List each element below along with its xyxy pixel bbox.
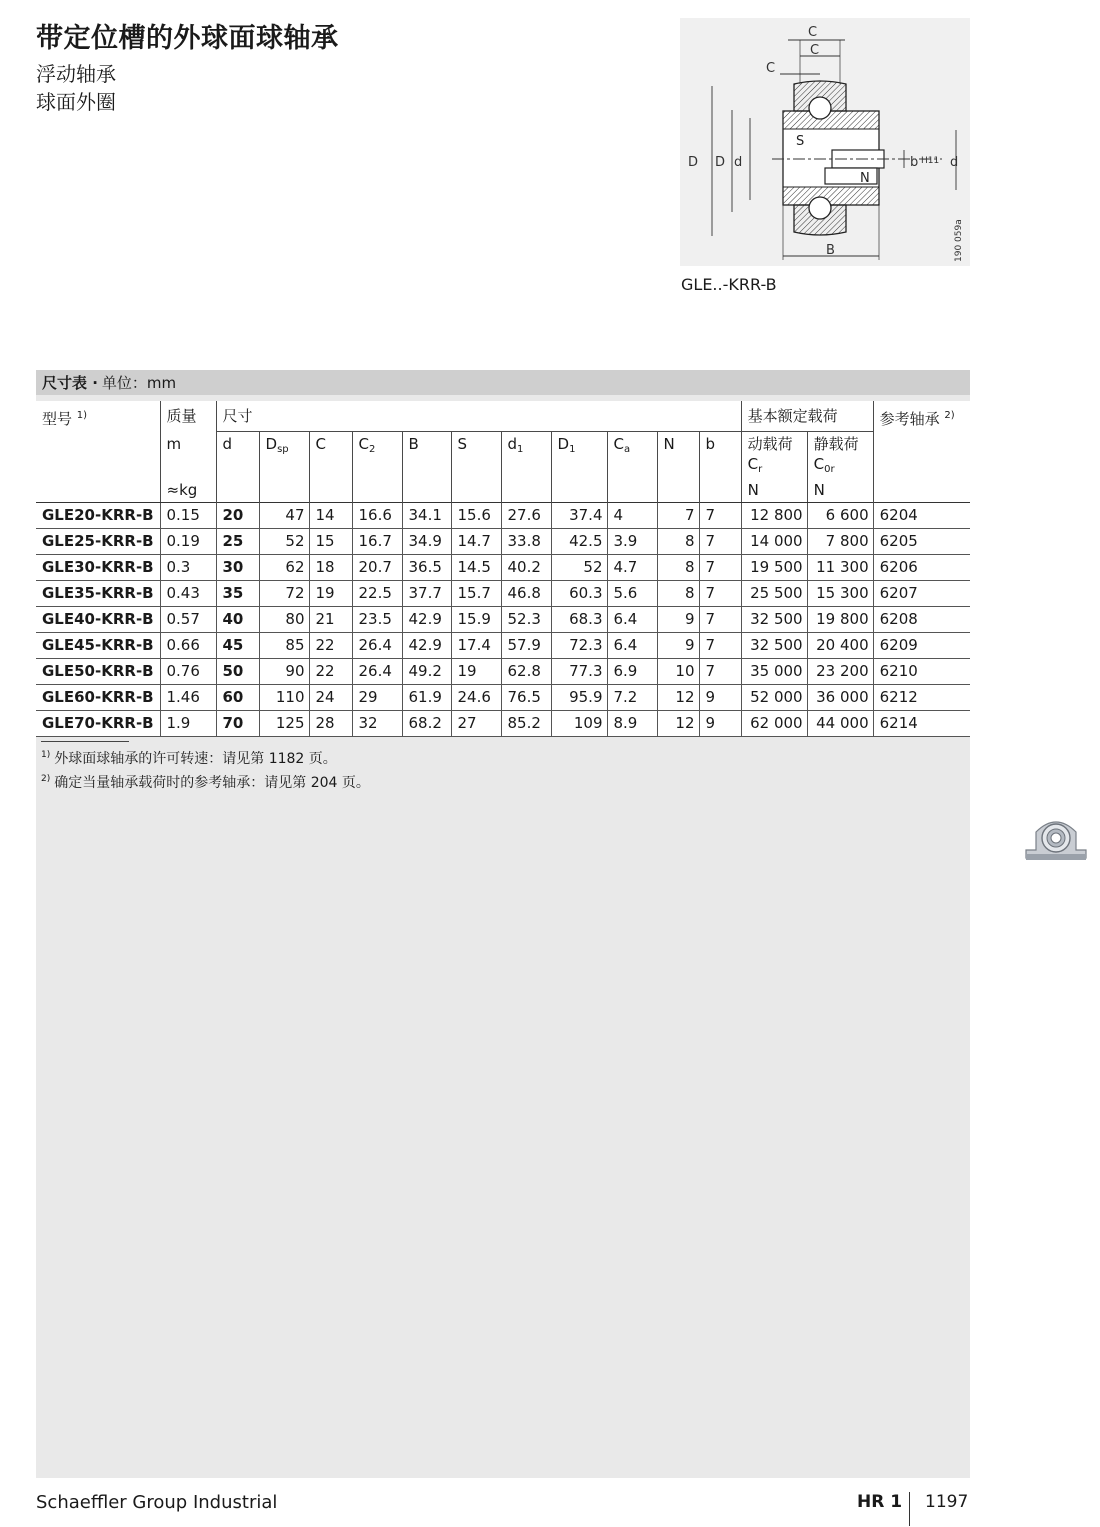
svg-text:D: D <box>715 155 726 170</box>
table-cell: 12 <box>657 711 699 737</box>
table-cell: 15 300 <box>807 581 873 607</box>
table-cell: 6205 <box>873 529 970 555</box>
table-cell: 49.2 <box>402 659 451 685</box>
table-cell: 17.4 <box>451 633 501 659</box>
cell-model: GLE20-KRR-B <box>36 503 160 529</box>
table-cell: 19 <box>451 659 501 685</box>
table-cell: 7 <box>699 659 741 685</box>
table-cell: 10 <box>657 659 699 685</box>
col-header-static: 静载荷 $C_{0r}$ <box>807 432 873 481</box>
svg-text:b: b <box>910 155 919 170</box>
table-cell: 6 600 <box>807 503 873 529</box>
table-cell: 40 <box>216 607 259 633</box>
table-cell: 7.2 <box>607 685 657 711</box>
table-cell: 32 <box>352 711 402 737</box>
table-cell: 25 500 <box>741 581 807 607</box>
table-row <box>36 659 970 685</box>
table-cell: 7 <box>699 633 741 659</box>
table-cell: 9 <box>699 711 741 737</box>
svg-text:H11: H11 <box>921 156 940 166</box>
table-cell: 68.2 <box>402 711 451 737</box>
table-title: 尺寸表 · <box>42 374 98 392</box>
table-cell: 27 <box>451 711 501 737</box>
table-row <box>36 529 970 555</box>
cell-model: GLE30-KRR-B <box>36 555 160 581</box>
cell-model: GLE25-KRR-B <box>36 529 160 555</box>
table-cell: 12 800 <box>741 503 807 529</box>
svg-text:D: D <box>688 155 699 170</box>
table-cell: 6.9 <box>607 659 657 685</box>
table-cell: 5.6 <box>607 581 657 607</box>
col-header-model: 型号 $^{1)}$ <box>42 410 88 428</box>
table-cell: 12 <box>657 685 699 711</box>
table-cell: 30 <box>216 555 259 581</box>
table-cell: 15 <box>309 529 352 555</box>
svg-text:C: C <box>808 25 818 40</box>
table-cell: 29 <box>352 685 402 711</box>
table-cell: 46.8 <box>501 581 551 607</box>
table-cell: 24 <box>309 685 352 711</box>
table-cell: 9 <box>699 685 741 711</box>
footer-separator <box>909 1492 910 1526</box>
table-cell: 26.4 <box>352 659 402 685</box>
svg-text:C: C <box>810 43 820 58</box>
footer-company: Schaeffler Group Industrial <box>36 1492 278 1513</box>
col-header-d1: $d_1$ <box>501 432 551 503</box>
table-cell: 20 <box>216 503 259 529</box>
table-cell: 19 500 <box>741 555 807 581</box>
table-cell: 3.9 <box>607 529 657 555</box>
col-header-b: B <box>402 432 451 503</box>
table-cell: 72.3 <box>551 633 607 659</box>
table-cell: 80 <box>259 607 309 633</box>
table-cell: 28 <box>309 711 352 737</box>
table-cell: 14.5 <box>451 555 501 581</box>
pillow-block-icon <box>1022 814 1090 864</box>
table-cell: 20.7 <box>352 555 402 581</box>
table-row <box>36 685 970 711</box>
table-cell: 15.6 <box>451 503 501 529</box>
table-cell: 72 <box>259 581 309 607</box>
table-cell: 7 <box>699 529 741 555</box>
table-row <box>36 555 970 581</box>
table-cell: 14 <box>309 503 352 529</box>
table-cell: 62 <box>259 555 309 581</box>
table-cell: 57.9 <box>501 633 551 659</box>
table-cell: 110 <box>259 685 309 711</box>
table-row <box>36 581 970 607</box>
col-header-dynamic: 动载荷 $C_r$ <box>741 432 807 481</box>
table-cell: 45 <box>216 633 259 659</box>
table-cell: 6214 <box>873 711 970 737</box>
table-cell: 9 <box>657 607 699 633</box>
col-header-dimensions: 尺寸 <box>216 401 741 432</box>
table-cell: 52 000 <box>741 685 807 711</box>
col-header-D1: $D_1$ <box>551 432 607 503</box>
table-cell: 44 000 <box>807 711 873 737</box>
table-cell: 7 <box>657 503 699 529</box>
table-cell: 35 <box>216 581 259 607</box>
table-cell: 36 000 <box>807 685 873 711</box>
table-cell: 7 <box>699 607 741 633</box>
table-title-bar <box>36 370 970 395</box>
table-cell: 60 <box>216 685 259 711</box>
table-cell: 32 500 <box>741 607 807 633</box>
page-number: 1197 <box>925 1492 969 1512</box>
table-cell: 52 <box>259 529 309 555</box>
table-cell: 8 <box>657 581 699 607</box>
table-cell: 22 <box>309 659 352 685</box>
page-title: 带定位槽的外球面球轴承 <box>36 23 339 54</box>
table-cell: 16.6 <box>352 503 402 529</box>
svg-text:N: N <box>860 171 870 186</box>
table-row <box>36 607 970 633</box>
table-cell: 22 <box>309 633 352 659</box>
table-cell: 95.9 <box>551 685 607 711</box>
table-cell: 76.5 <box>501 685 551 711</box>
col-header-c2: $C_2$ <box>352 432 402 503</box>
table-cell: 15.9 <box>451 607 501 633</box>
table-cell: 18 <box>309 555 352 581</box>
table-cell: 7 <box>699 581 741 607</box>
col-header-ca: $C_a$ <box>607 432 657 503</box>
table-cell: 90 <box>259 659 309 685</box>
table-cell: 37.7 <box>402 581 451 607</box>
table-cell: 0.3 <box>160 555 216 581</box>
table-row <box>36 711 970 737</box>
table-row <box>36 503 970 529</box>
table-cell: 36.5 <box>402 555 451 581</box>
table-cell: 77.3 <box>551 659 607 685</box>
col-header-unit-n-dynamic: N <box>741 480 807 503</box>
col-header-dsp: $D_{sp}$ <box>259 432 309 503</box>
footnote-2: $^{2)}$ 确定当量轴承载荷时的参考轴承：请见第 204 页。 <box>41 774 370 791</box>
table-cell: 68.3 <box>551 607 607 633</box>
table-cell: 6204 <box>873 503 970 529</box>
cell-model: GLE45-KRR-B <box>36 633 160 659</box>
table-cell: 19 800 <box>807 607 873 633</box>
svg-text:B: B <box>826 243 835 258</box>
cell-model: GLE60-KRR-B <box>36 685 160 711</box>
table-cell: 8.9 <box>607 711 657 737</box>
table-cell: 32 500 <box>741 633 807 659</box>
table-cell: 34.1 <box>402 503 451 529</box>
table-unit: 单位：mm <box>101 374 177 392</box>
table-cell: 52 <box>551 555 607 581</box>
table-cell: 37.4 <box>551 503 607 529</box>
table-cell: 15.7 <box>451 581 501 607</box>
cell-model: GLE40-KRR-B <box>36 607 160 633</box>
table-cell: 60.3 <box>551 581 607 607</box>
page-subtitle-floating: 浮动轴承 <box>36 62 116 86</box>
col-header-kg: ≈kg <box>160 480 216 503</box>
table-cell: 50 <box>216 659 259 685</box>
table-cell: 11 300 <box>807 555 873 581</box>
svg-text:d: d <box>950 155 959 170</box>
table-cell: 52.3 <box>501 607 551 633</box>
table-cell: 25 <box>216 529 259 555</box>
col-header-s: S <box>451 432 501 503</box>
svg-text:190 059a: 190 059a <box>954 219 964 262</box>
table-cell: 109 <box>551 711 607 737</box>
col-header-load-rating: 基本额定载荷 <box>741 401 873 432</box>
col-header-reference-bearing: 参考轴承 $^{2)}$ <box>873 401 970 503</box>
table-cell: 0.43 <box>160 581 216 607</box>
col-header-unit-n-static: N <box>807 480 873 503</box>
table-cell: 85.2 <box>501 711 551 737</box>
col-header-c: C <box>309 432 352 503</box>
table-cell: 21 <box>309 607 352 633</box>
col-header-d: d <box>216 432 259 503</box>
cell-model: GLE50-KRR-B <box>36 659 160 685</box>
table-cell: 42.9 <box>402 633 451 659</box>
table-cell: 34.9 <box>402 529 451 555</box>
table-cell: 6212 <box>873 685 970 711</box>
table-cell: 9 <box>657 633 699 659</box>
table-row <box>36 633 970 659</box>
table-cell: 62 000 <box>741 711 807 737</box>
table-cell: 125 <box>259 711 309 737</box>
table-cell: 6207 <box>873 581 970 607</box>
svg-text:S: S <box>796 134 805 149</box>
table-cell: 16.7 <box>352 529 402 555</box>
table-cell: 6208 <box>873 607 970 633</box>
table-cell: 19 <box>309 581 352 607</box>
table-cell: 26.4 <box>352 633 402 659</box>
col-header-n: N <box>657 432 699 503</box>
table-cell: 0.57 <box>160 607 216 633</box>
table-cell: 35 000 <box>741 659 807 685</box>
table-body <box>36 503 970 737</box>
table-cell: 7 <box>699 555 741 581</box>
table-cell: 1.9 <box>160 711 216 737</box>
table-cell: 24.6 <box>451 685 501 711</box>
svg-text:d: d <box>734 155 743 170</box>
table-cell: 0.15 <box>160 503 216 529</box>
table-cell: 0.76 <box>160 659 216 685</box>
table-cell: 14.7 <box>451 529 501 555</box>
table-cell: 22.5 <box>352 581 402 607</box>
table-cell: 85 <box>259 633 309 659</box>
col-header-mass: 质量 <box>160 401 216 432</box>
table-cell: 27.6 <box>501 503 551 529</box>
table-cell: 47 <box>259 503 309 529</box>
table-cell: 14 000 <box>741 529 807 555</box>
page-subtitle-spherical: 球面外圈 <box>36 90 116 114</box>
table-cell: 6.4 <box>607 607 657 633</box>
table-cell: 61.9 <box>402 685 451 711</box>
table-cell: 23.5 <box>352 607 402 633</box>
table-cell: 40.2 <box>501 555 551 581</box>
table-cell: 23 200 <box>807 659 873 685</box>
svg-text:C: C <box>766 61 776 76</box>
footnote-1: $^{1)}$ 外球面球轴承的许可转速：请见第 1182 页。 <box>41 750 337 767</box>
bearing-cross-section-icon <box>680 18 970 266</box>
cell-model: GLE70-KRR-B <box>36 711 160 737</box>
table-cell: 1.46 <box>160 685 216 711</box>
cell-model: GLE35-KRR-B <box>36 581 160 607</box>
table-cell: 42.9 <box>402 607 451 633</box>
table-cell: 42.5 <box>551 529 607 555</box>
table-cell: 20 400 <box>807 633 873 659</box>
table-cell: 6210 <box>873 659 970 685</box>
footnote-rule <box>41 741 129 742</box>
col-header-b-small: b <box>699 432 741 503</box>
table-cell: 70 <box>216 711 259 737</box>
bearing-drawing <box>680 18 970 266</box>
col-header-m: m <box>160 432 216 481</box>
table-cell: 8 <box>657 529 699 555</box>
table-cell: 7 <box>699 503 741 529</box>
footer-catalog-mark: HR 1 <box>857 1492 903 1512</box>
table-cell: 4.7 <box>607 555 657 581</box>
dimension-table <box>36 401 970 737</box>
table-cell: 6209 <box>873 633 970 659</box>
table-cell: 0.19 <box>160 529 216 555</box>
table-cell: 6.4 <box>607 633 657 659</box>
table-cell: 4 <box>607 503 657 529</box>
table-cell: 0.66 <box>160 633 216 659</box>
table-cell: 33.8 <box>501 529 551 555</box>
drawing-caption: GLE..-KRR-B <box>681 275 777 294</box>
table-cell: 8 <box>657 555 699 581</box>
table-cell: 7 800 <box>807 529 873 555</box>
table-cell: 6206 <box>873 555 970 581</box>
table-cell: 62.8 <box>501 659 551 685</box>
